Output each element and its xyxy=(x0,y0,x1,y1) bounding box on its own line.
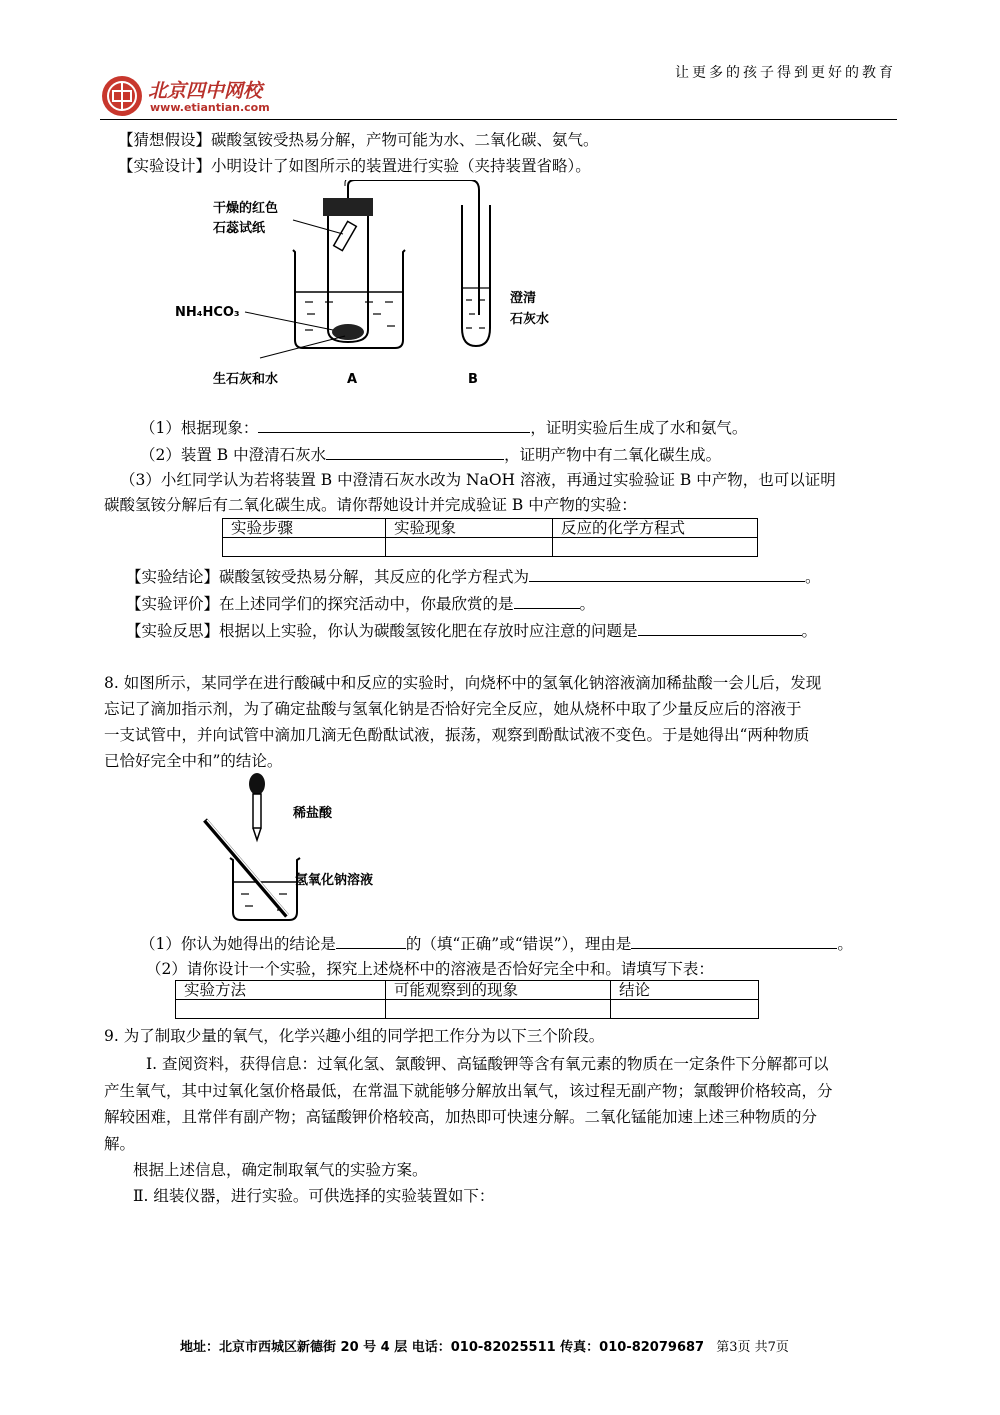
label-limewater-1: 澄清 xyxy=(510,291,537,306)
figure-apparatus-ab xyxy=(165,180,585,395)
q7-sub2 xyxy=(140,443,721,466)
label-limewater-2: 石灰水 xyxy=(510,312,550,327)
q9-p2: 根据上述信息，确定制取氧气的实验方案。 xyxy=(133,1161,428,1179)
school-logo-icon xyxy=(100,74,144,118)
answer-cell[interactable] xyxy=(386,1000,611,1019)
q9-title: 9. 为了制取少量的氧气，化学兴趣小组的同学把工作分为以下三个阶段。 xyxy=(104,1027,605,1045)
table-header-cell: 实验方法 xyxy=(176,981,386,1000)
label-a: A xyxy=(347,372,358,387)
answer-blank-q8-correct[interactable] xyxy=(336,932,406,949)
q8-sub1 xyxy=(140,932,853,955)
q7-sub2-suffix: ，证明产物中有二氧化碳生成。 xyxy=(504,446,722,464)
answer-blank-evaluation[interactable] xyxy=(514,592,580,609)
table-header-cell: 实验现象 xyxy=(386,519,553,538)
q7-evaluation xyxy=(126,592,595,615)
q8-sub1-prefix: （1）你认为她得出的结论是 xyxy=(140,935,336,953)
reflection-text: 【实验反思】根据以上实验，你认为碳酸氢铵化肥在存放时应注意的问题是 xyxy=(126,622,638,640)
q8-line4: 已恰好完全中和”的结论。 xyxy=(104,752,283,770)
q8-sub2: （2）请你设计一个实验，探究上述烧杯中的溶液是否恰好完全中和。请填写下表： xyxy=(146,960,714,978)
answer-cell[interactable] xyxy=(386,538,553,557)
answer-blank-reflection[interactable] xyxy=(638,619,802,636)
table-header-row xyxy=(176,981,759,1000)
q7-sub3-line2: 碳酸氢铵分解后有二氧化碳生成。请你帮她设计并完成验证 B 中产物的实验： xyxy=(104,496,637,514)
label-hcl: 稀盐酸 xyxy=(293,806,333,821)
conclusion-text: 【实验结论】碳酸氢铵受热易分解，其反应的化学方程式为 xyxy=(126,568,530,586)
q7-reflection xyxy=(126,619,817,642)
q7-sub1-prefix: （1）根据现象： xyxy=(140,419,259,437)
period: 。 xyxy=(805,568,821,586)
q9-p1-line1: Ⅰ. 查阅资料，获得信息：过氧化氢、氯酸钾、高锰酸钾等含有氧元素的物质在一定条件下分解都可以 xyxy=(146,1055,829,1073)
header-rule xyxy=(100,119,897,120)
q8-sub1-suffix: 。 xyxy=(837,935,853,953)
table-header-cell: 反应的化学方程式 xyxy=(553,519,758,538)
hypothesis-text: 【猜想假设】碳酸氢铵受热易分解，产物可能为水、二氧化碳、氨气。 xyxy=(118,131,599,149)
q7-sub3-line1: （3）小红同学认为若将装置 B 中澄清石灰水改为 NaOH 溶液，再通过实验验证 B 中产物，也可以证明 xyxy=(120,471,836,489)
q7-sub2-prefix: （2）装置 B 中澄清石灰水 xyxy=(140,446,327,464)
logo-text: 北京四中网校 xyxy=(148,80,263,102)
answer-blank-q7-1[interactable] xyxy=(258,416,530,433)
label-quicklime: 生石灰和水 xyxy=(213,372,279,387)
answer-blank-q7-2[interactable] xyxy=(326,443,504,460)
q7-experiment-table xyxy=(222,518,758,557)
table-header-cell: 结论 xyxy=(611,981,759,1000)
figure-titration xyxy=(195,770,425,925)
header-slogan: 让更多的孩子得到更好的教育 xyxy=(675,65,896,81)
evaluation-text: 【实验评价】在上述同学们的探究活动中，你最欣赏的是 xyxy=(126,595,514,613)
q9-p1-line3: 解较困难，且常伴有副产物；高锰酸钾价格较高，加热即可快速分解。二氧化锰能加速上述三种物质的分 xyxy=(104,1108,818,1126)
q8-line2: 忘记了滴加指示剂，为了确定盐酸与氢氧化钠是否恰好完全反应，她从烧杯中取了少量反应后的溶液于 xyxy=(104,700,802,718)
table-row xyxy=(223,538,758,557)
period: 。 xyxy=(801,622,818,640)
answer-blank-q8-reason[interactable] xyxy=(631,932,837,949)
answer-blank-equation[interactable] xyxy=(529,565,805,582)
answer-cell[interactable] xyxy=(611,1000,759,1019)
label-naoh: 氢氧化钠溶液 xyxy=(295,873,374,888)
header xyxy=(0,0,1000,120)
stirring-rod xyxy=(205,820,287,916)
footer xyxy=(180,1336,789,1355)
table-row xyxy=(176,1000,759,1019)
dropper-bulb xyxy=(249,773,265,795)
q9-p1-line4: 解。 xyxy=(104,1135,136,1153)
q8-experiment-table xyxy=(175,980,759,1019)
label-paper-2: 石蕊试纸 xyxy=(213,221,266,236)
design-text: 【实验设计】小明设计了如图所示的装置进行实验（夹持装置省略）。 xyxy=(118,157,591,175)
q7-conclusion xyxy=(126,565,821,588)
period: 。 xyxy=(579,595,596,613)
q8-sub1-middle: 的（填“正确”或“错误”），理由是 xyxy=(405,935,632,953)
table-header-cell: 实验步骤 xyxy=(223,519,386,538)
answer-cell[interactable] xyxy=(553,538,758,557)
logo-url: www.etiantian.com xyxy=(150,101,270,114)
q7-sub1 xyxy=(140,416,747,439)
q9-p1-line2: 产生氧气，其中过氧化氢价格最低，在常温下就能够分解放出氧气，该过程无副产物；氯酸钾价格较高，分 xyxy=(104,1082,833,1100)
label-paper-1: 干燥的红色 xyxy=(213,201,279,216)
label-nh4hco3: NH₄HCO₃ xyxy=(175,305,240,320)
test-tube-b xyxy=(462,205,490,346)
table-header-cell: 可能观察到的现象 xyxy=(386,981,611,1000)
footer-address: 地址：北京市西城区新德街 20 号 4 层 电话：010-82025511 传真：010-82079687 xyxy=(180,1340,705,1355)
answer-cell[interactable] xyxy=(223,538,386,557)
q9-p3: Ⅱ. 组装仪器，进行实验。可供选择的实验装置如下： xyxy=(133,1187,495,1205)
q7-sub1-suffix: ，证明实验后生成了水和氨气。 xyxy=(530,419,748,437)
footer-page: 第3页 共7页 xyxy=(716,1340,789,1355)
label-b: B xyxy=(468,372,478,387)
answer-cell[interactable] xyxy=(176,1000,386,1019)
table-header-row xyxy=(223,519,758,538)
q8-line1: 8. 如图所示，某同学在进行酸碱中和反应的实验时，向烧杯中的氢氧化钠溶液滴加稀盐酸一会儿后，发现 xyxy=(104,674,822,692)
q8-line3: 一支试管中，并向试管中滴加几滴无色酚酞试液，振荡，观察到酚酞试液不变色。于是她得出“两种物质 xyxy=(104,726,810,744)
